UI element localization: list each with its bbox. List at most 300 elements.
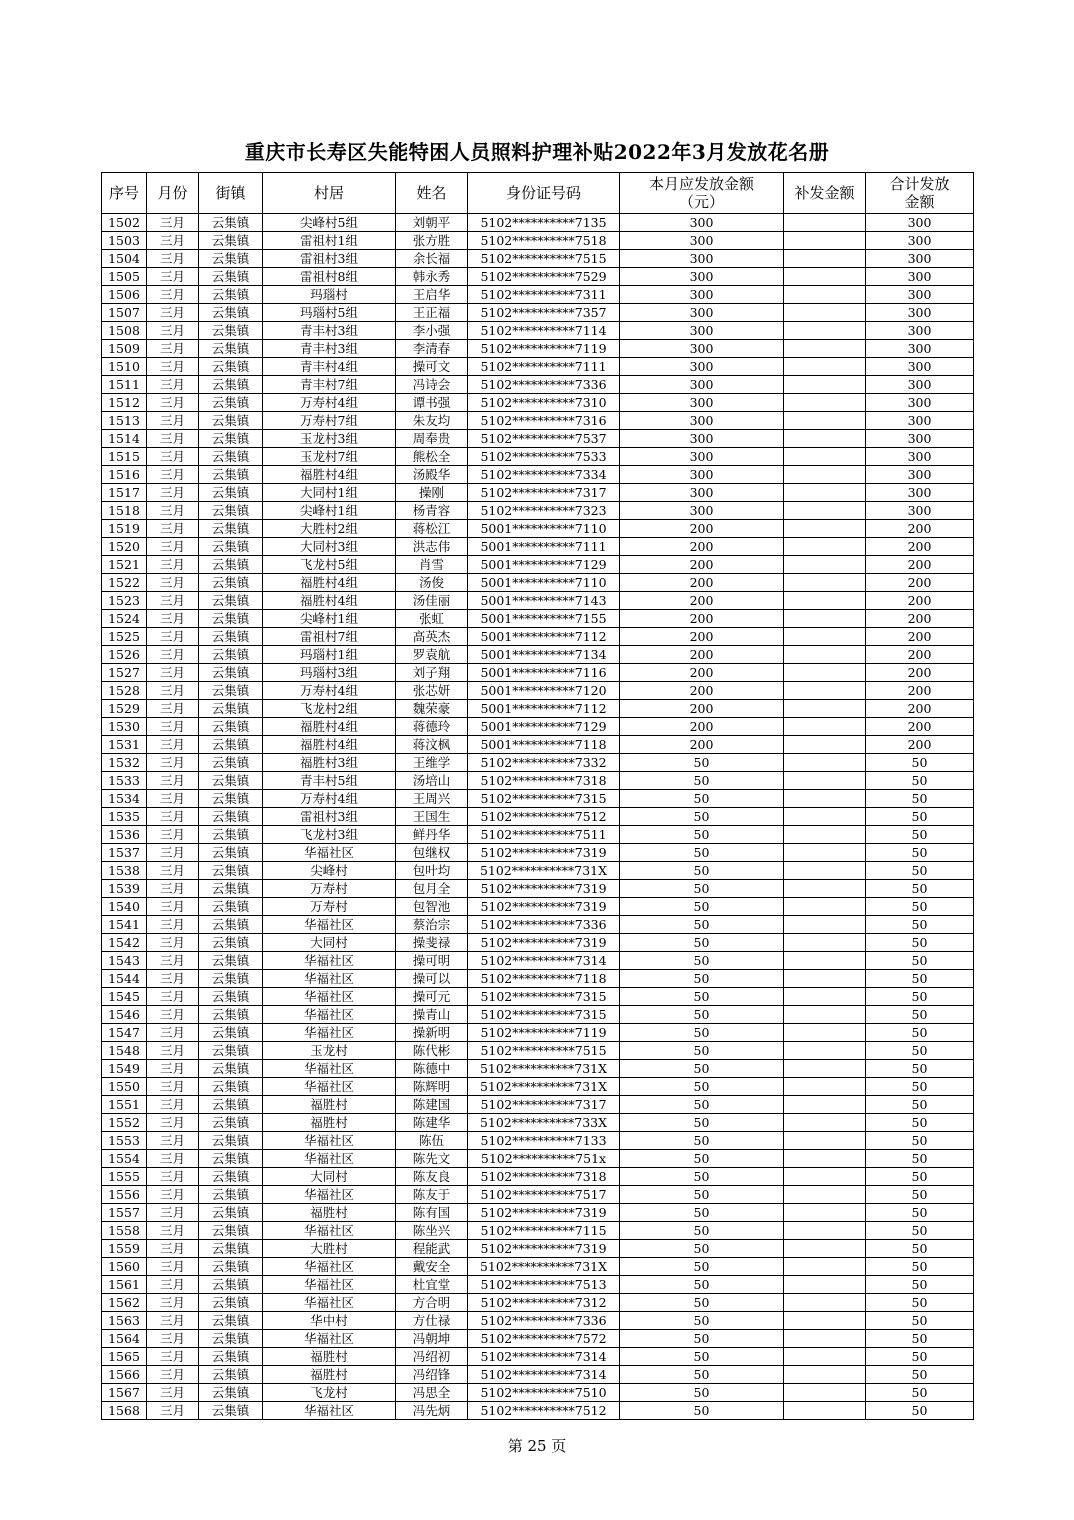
header-id: 身份证号码 [468,173,620,214]
cell-village: 福胜村4组 [263,466,396,484]
cell-id: 5102**********7511 [468,826,620,844]
cell-total: 50 [866,1150,974,1168]
cell-seq: 1511 [102,376,147,394]
cell-name: 冯朝坤 [396,1330,468,1348]
cell-town: 云集镇 [199,466,263,484]
cell-town: 云集镇 [199,790,263,808]
cell-supplement [784,628,866,646]
cell-name: 操斐禄 [396,934,468,952]
cell-name: 张方胜 [396,232,468,250]
cell-id: 5001**********7111 [468,538,620,556]
table-row [102,520,974,538]
cell-due: 50 [620,970,784,988]
cell-name: 操可以 [396,970,468,988]
cell-due: 300 [620,394,784,412]
cell-village: 福胜村4组 [263,718,396,736]
cell-town: 云集镇 [199,358,263,376]
cell-name: 陈建华 [396,1114,468,1132]
cell-supplement [784,1222,866,1240]
table-row [102,808,974,826]
cell-town: 云集镇 [199,268,263,286]
table-row [102,394,974,412]
cell-village: 玉龙村 [263,1042,396,1060]
cell-due: 50 [620,1060,784,1078]
cell-seq: 1550 [102,1078,147,1096]
cell-month: 三月 [147,430,199,448]
cell-town: 云集镇 [199,1042,263,1060]
cell-town: 云集镇 [199,862,263,880]
header-due [620,173,784,214]
cell-id: 5102**********7111 [468,358,620,376]
cell-town: 云集镇 [199,970,263,988]
cell-village: 万寿村 [263,880,396,898]
cell-name: 冯绍锋 [396,1366,468,1384]
cell-due: 50 [620,1186,784,1204]
cell-id: 5102**********7515 [468,250,620,268]
cell-id: 5001**********7134 [468,646,620,664]
cell-seq: 1522 [102,574,147,592]
cell-town: 云集镇 [199,322,263,340]
cell-seq: 1543 [102,952,147,970]
cell-due: 300 [620,466,784,484]
cell-name: 谭书强 [396,394,468,412]
cell-name: 洪志伟 [396,538,468,556]
cell-village: 华福社区 [263,1006,396,1024]
cell-id: 5102**********7135 [468,214,620,232]
cell-id: 5102**********7315 [468,790,620,808]
cell-village: 雷祖村1组 [263,232,396,250]
table-row [102,1042,974,1060]
table-row [102,1024,974,1042]
cell-due: 50 [620,1114,784,1132]
cell-village: 雷祖村3组 [263,250,396,268]
header-month: 月份 [147,173,199,214]
cell-due: 50 [620,898,784,916]
cell-seq: 1565 [102,1348,147,1366]
cell-village: 华福社区 [263,988,396,1006]
cell-id: 5001**********7129 [468,556,620,574]
cell-total: 50 [866,916,974,934]
cell-seq: 1510 [102,358,147,376]
cell-total: 200 [866,700,974,718]
table-row [102,466,974,484]
cell-month: 三月 [147,700,199,718]
cell-village: 福胜村3组 [263,754,396,772]
cell-seq: 1515 [102,448,147,466]
cell-month: 三月 [147,1186,199,1204]
cell-seq: 1532 [102,754,147,772]
roster-table [101,172,974,1420]
cell-village: 玉龙村3组 [263,430,396,448]
cell-name: 汤培山 [396,772,468,790]
cell-supplement [784,1204,866,1222]
cell-month: 三月 [147,1078,199,1096]
cell-town: 云集镇 [199,700,263,718]
cell-due: 200 [620,574,784,592]
cell-month: 三月 [147,232,199,250]
cell-town: 云集镇 [199,502,263,520]
cell-due: 50 [620,952,784,970]
table-row [102,1186,974,1204]
cell-supplement [784,1276,866,1294]
cell-village: 雷祖村8组 [263,268,396,286]
cell-town: 云集镇 [199,1348,263,1366]
cell-seq: 1563 [102,1312,147,1330]
cell-village: 万寿村4组 [263,394,396,412]
cell-village: 福胜村4组 [263,574,396,592]
cell-total: 50 [866,1348,974,1366]
cell-village: 雷祖村7组 [263,628,396,646]
cell-month: 三月 [147,1132,199,1150]
cell-total: 300 [866,214,974,232]
table-row [102,790,974,808]
cell-due: 300 [620,448,784,466]
cell-due: 300 [620,412,784,430]
table-row [102,1402,974,1420]
cell-name: 肖雪 [396,556,468,574]
cell-town: 云集镇 [199,1150,263,1168]
cell-supplement [784,574,866,592]
cell-name: 操青山 [396,1006,468,1024]
cell-supplement [784,862,866,880]
cell-name: 汤殿华 [396,466,468,484]
cell-name: 操刚 [396,484,468,502]
cell-seq: 1554 [102,1150,147,1168]
cell-town: 云集镇 [199,412,263,430]
cell-due: 50 [620,1330,784,1348]
cell-supplement [784,520,866,538]
cell-name: 包智池 [396,898,468,916]
cell-month: 三月 [147,268,199,286]
cell-due: 200 [620,628,784,646]
cell-total: 50 [866,1186,974,1204]
cell-month: 三月 [147,790,199,808]
cell-name: 陈友于 [396,1186,468,1204]
cell-name: 王维学 [396,754,468,772]
table-row [102,646,974,664]
cell-town: 云集镇 [199,1132,263,1150]
cell-id: 5001**********7120 [468,682,620,700]
table-row [102,1312,974,1330]
cell-total: 50 [866,1294,974,1312]
cell-seq: 1524 [102,610,147,628]
cell-id: 5102**********7317 [468,484,620,502]
cell-name: 陈先文 [396,1150,468,1168]
cell-total: 300 [866,430,974,448]
cell-name: 包继权 [396,844,468,862]
cell-due: 300 [620,304,784,322]
cell-name: 熊松全 [396,448,468,466]
cell-total: 50 [866,1276,974,1294]
cell-name: 张虹 [396,610,468,628]
cell-total: 50 [866,1402,974,1420]
table-row [102,268,974,286]
cell-month: 三月 [147,1258,199,1276]
cell-id: 5102**********7513 [468,1276,620,1294]
cell-id: 5001**********7143 [468,592,620,610]
cell-total: 200 [866,682,974,700]
cell-seq: 1526 [102,646,147,664]
cell-total: 50 [866,970,974,988]
cell-id: 5102**********7323 [468,502,620,520]
cell-town: 云集镇 [199,430,263,448]
cell-total: 50 [866,1384,974,1402]
cell-seq: 1545 [102,988,147,1006]
cell-supplement [784,790,866,808]
header-seq: 序号 [102,173,147,214]
cell-total: 300 [866,484,974,502]
cell-supplement [784,412,866,430]
cell-total: 50 [866,862,974,880]
table-row [102,1060,974,1078]
cell-name: 蒋松江 [396,520,468,538]
cell-seq: 1506 [102,286,147,304]
cell-month: 三月 [147,736,199,754]
cell-town: 云集镇 [199,808,263,826]
cell-seq: 1533 [102,772,147,790]
cell-supplement [784,1312,866,1330]
cell-total: 300 [866,304,974,322]
cell-seq: 1552 [102,1114,147,1132]
cell-month: 三月 [147,970,199,988]
cell-id: 5102**********7314 [468,952,620,970]
cell-town: 云集镇 [199,1222,263,1240]
cell-name: 冯先炳 [396,1402,468,1420]
cell-supplement [784,1024,866,1042]
table-row [102,862,974,880]
cell-seq: 1557 [102,1204,147,1222]
cell-id: 5001**********7116 [468,664,620,682]
table-row [102,1204,974,1222]
cell-name: 朱友均 [396,412,468,430]
cell-seq: 1504 [102,250,147,268]
cell-name: 刘子翔 [396,664,468,682]
cell-due: 200 [620,718,784,736]
cell-seq: 1546 [102,1006,147,1024]
cell-name: 汤俊 [396,574,468,592]
cell-due: 200 [620,610,784,628]
cell-supplement [784,358,866,376]
cell-month: 三月 [147,304,199,322]
cell-month: 三月 [147,1276,199,1294]
cell-village: 大胜村 [263,1240,396,1258]
cell-name: 包月全 [396,880,468,898]
cell-supplement [784,898,866,916]
cell-seq: 1539 [102,880,147,898]
cell-town: 云集镇 [199,538,263,556]
cell-town: 云集镇 [199,1294,263,1312]
cell-total: 50 [866,1312,974,1330]
cell-id: 5102**********7537 [468,430,620,448]
cell-total: 50 [866,1060,974,1078]
cell-seq: 1564 [102,1330,147,1348]
cell-town: 云集镇 [199,844,263,862]
table-row [102,1348,974,1366]
header-due-line2: （元） [678,193,724,211]
cell-town: 云集镇 [199,988,263,1006]
cell-village: 青丰村7组 [263,376,396,394]
cell-supplement [784,1402,866,1420]
cell-village: 华福社区 [263,952,396,970]
cell-supplement [784,286,866,304]
cell-village: 大同村3组 [263,538,396,556]
cell-due: 200 [620,538,784,556]
cell-due: 50 [620,844,784,862]
cell-seq: 1555 [102,1168,147,1186]
table-row [102,340,974,358]
cell-name: 操可元 [396,988,468,1006]
cell-total: 200 [866,574,974,592]
cell-village: 华福社区 [263,1402,396,1420]
cell-village: 青丰村3组 [263,340,396,358]
cell-seq: 1502 [102,214,147,232]
cell-total: 50 [866,1078,974,1096]
cell-supplement [784,1294,866,1312]
table-row [102,538,974,556]
cell-seq: 1520 [102,538,147,556]
cell-town: 云集镇 [199,718,263,736]
cell-village: 万寿村7组 [263,412,396,430]
cell-village: 玛瑙村3组 [263,664,396,682]
cell-seq: 1516 [102,466,147,484]
cell-town: 云集镇 [199,1330,263,1348]
cell-town: 云集镇 [199,340,263,358]
cell-id: 5102**********7314 [468,1348,620,1366]
cell-id: 5102**********7529 [468,268,620,286]
cell-village: 福胜村 [263,1114,396,1132]
cell-total: 300 [866,448,974,466]
cell-month: 三月 [147,538,199,556]
cell-total: 50 [866,1114,974,1132]
cell-total: 200 [866,646,974,664]
cell-month: 三月 [147,1114,199,1132]
cell-id: 5102**********7512 [468,808,620,826]
cell-supplement [784,1186,866,1204]
cell-name: 陈坐兴 [396,1222,468,1240]
table-row [102,1006,974,1024]
cell-due: 50 [620,1348,784,1366]
cell-id: 5102**********731X [468,1078,620,1096]
cell-total: 300 [866,394,974,412]
table-row [102,376,974,394]
cell-name: 操可文 [396,358,468,376]
cell-due: 50 [620,1168,784,1186]
cell-due: 50 [620,1402,784,1420]
cell-id: 5102**********7118 [468,970,620,988]
table-row [102,1384,974,1402]
cell-due: 50 [620,1078,784,1096]
cell-name: 杨青容 [396,502,468,520]
cell-supplement [784,844,866,862]
cell-supplement [784,1060,866,1078]
cell-village: 华中村 [263,1312,396,1330]
cell-supplement [784,1042,866,1060]
cell-seq: 1553 [102,1132,147,1150]
cell-month: 三月 [147,754,199,772]
cell-id: 5102**********7310 [468,394,620,412]
cell-total: 50 [866,808,974,826]
cell-seq: 1559 [102,1240,147,1258]
cell-due: 50 [620,1384,784,1402]
cell-due: 300 [620,484,784,502]
cell-month: 三月 [147,1006,199,1024]
cell-month: 三月 [147,556,199,574]
cell-supplement [784,736,866,754]
cell-month: 三月 [147,628,199,646]
cell-village: 万寿村4组 [263,682,396,700]
cell-total: 200 [866,556,974,574]
cell-supplement [784,376,866,394]
cell-town: 云集镇 [199,520,263,538]
cell-due: 50 [620,1258,784,1276]
table-row [102,718,974,736]
cell-seq: 1551 [102,1096,147,1114]
cell-seq: 1568 [102,1402,147,1420]
cell-town: 云集镇 [199,826,263,844]
cell-supplement [784,1168,866,1186]
cell-village: 华福社区 [263,1222,396,1240]
cell-supplement [784,340,866,358]
cell-id: 5102**********7312 [468,1294,620,1312]
cell-due: 50 [620,754,784,772]
cell-id: 5102**********7114 [468,322,620,340]
cell-town: 云集镇 [199,610,263,628]
cell-supplement [784,718,866,736]
cell-id: 5102**********7311 [468,286,620,304]
cell-month: 三月 [147,214,199,232]
cell-month: 三月 [147,376,199,394]
table-row [102,1078,974,1096]
cell-name: 李清春 [396,340,468,358]
table-row [102,682,974,700]
cell-month: 三月 [147,448,199,466]
cell-total: 50 [866,988,974,1006]
table-row [102,214,974,232]
cell-total: 200 [866,538,974,556]
cell-month: 三月 [147,808,199,826]
cell-supplement [784,700,866,718]
cell-due: 50 [620,1204,784,1222]
cell-village: 福胜村 [263,1096,396,1114]
cell-town: 云集镇 [199,376,263,394]
cell-id: 5102**********731X [468,862,620,880]
cell-seq: 1527 [102,664,147,682]
cell-town: 云集镇 [199,574,263,592]
cell-due: 50 [620,1276,784,1294]
table-row [102,736,974,754]
cell-due: 200 [620,592,784,610]
cell-village: 福胜村4组 [263,592,396,610]
cell-town: 云集镇 [199,1384,263,1402]
table-row [102,772,974,790]
cell-month: 三月 [147,1294,199,1312]
cell-due: 300 [620,358,784,376]
cell-village: 尖峰村 [263,862,396,880]
cell-village: 尖峰村1组 [263,502,396,520]
cell-id: 5102**********7317 [468,1096,620,1114]
table-row [102,934,974,952]
cell-town: 云集镇 [199,664,263,682]
cell-supplement [784,934,866,952]
cell-village: 大同村 [263,1168,396,1186]
cell-due: 50 [620,1294,784,1312]
cell-supplement [784,754,866,772]
cell-town: 云集镇 [199,1258,263,1276]
cell-month: 三月 [147,916,199,934]
cell-seq: 1507 [102,304,147,322]
cell-seq: 1531 [102,736,147,754]
cell-name: 魏荣豪 [396,700,468,718]
